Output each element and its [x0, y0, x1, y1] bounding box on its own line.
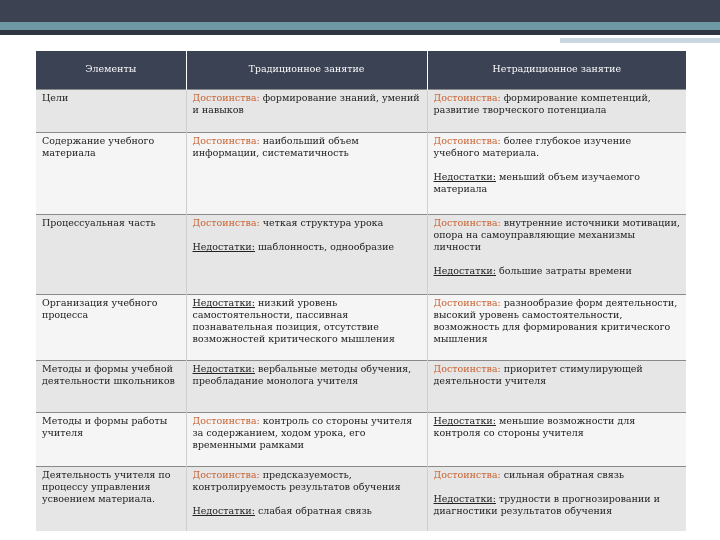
advantages-label: Достоинства:	[192, 416, 260, 427]
disadvantages-text	[193, 506, 421, 518]
advantages-label: Достоинства:	[192, 136, 260, 147]
advantages-text	[193, 416, 421, 452]
advantages-value: контроль со стороны учителя за содержанием, ходом урока, его временными рамками	[192, 416, 413, 451]
advantages-text	[434, 136, 681, 160]
disadvantages-text	[434, 266, 681, 278]
table-row	[36, 361, 686, 413]
advantages-value: предсказуемость, контролируемость результатов обучения	[192, 470, 401, 493]
disadvantages-value: большие затраты времени	[495, 266, 632, 277]
table-row	[36, 215, 686, 295]
element-cell: Содержание учебного материала	[36, 133, 186, 215]
slide-accent-stripe	[0, 22, 720, 30]
advantages-label: Достоинства:	[192, 470, 260, 481]
header-elements: Элементы	[36, 51, 186, 90]
table-row	[36, 133, 686, 215]
advantages-value: приоритет стимулирующей деятельности учителя	[433, 364, 643, 387]
nontraditional-cell	[427, 90, 686, 133]
advantages-label: Достоинства:	[433, 470, 501, 481]
advantages-value: четкая структура урока	[259, 218, 384, 229]
disadvantages-label: Недостатки:	[433, 494, 496, 505]
disadvantages-value: меньшие возможности для контроля со стороны учителя	[433, 416, 636, 439]
disadvantages-label: Недостатки:	[192, 364, 255, 375]
advantages-label: Достоинства:	[433, 364, 501, 375]
element-cell: Процессуальная часть	[36, 215, 186, 295]
disadvantages-value: меньший объем изучаемого материала	[433, 172, 640, 195]
traditional-cell	[186, 133, 427, 215]
traditional-cell	[186, 90, 427, 133]
traditional-cell	[186, 413, 427, 467]
advantages-value: формирование компетенций, развитие творческого потенциала	[433, 93, 651, 116]
header-traditional: Традиционное занятие	[186, 51, 427, 90]
disadvantages-text	[434, 416, 681, 440]
table-row	[36, 467, 686, 531]
disadvantages-text	[434, 172, 681, 196]
disadvantages-text	[193, 364, 421, 388]
nontraditional-cell	[427, 295, 686, 361]
disadvantages-value: шаблонность, однообразие	[254, 242, 395, 253]
advantages-value: более глубокое изучение учебного материала.	[433, 136, 632, 159]
nontraditional-cell	[427, 361, 686, 413]
advantages-text	[434, 364, 681, 388]
element-cell: Методы и формы работы учителя	[36, 413, 186, 467]
traditional-cell	[186, 467, 427, 531]
disadvantages-value: низкий уровень самостоятельности, пассивная познавательная позиция, отсутствие возможностей критического мышления	[192, 298, 395, 345]
element-cell: Организация учебного процесса	[36, 295, 186, 361]
traditional-cell	[186, 361, 427, 413]
nontraditional-cell	[427, 215, 686, 295]
table-header-row	[36, 51, 686, 90]
element-cell: Деятельность учителя по процессу управления усвоением материала.	[36, 467, 186, 531]
element-cell: Методы и формы учебной деятельности школьников	[36, 361, 186, 413]
advantages-text	[193, 136, 421, 160]
disadvantages-text	[434, 494, 681, 518]
advantages-value: формирование знаний, умений и навыков	[192, 93, 420, 116]
slide-light-stripe	[560, 38, 720, 43]
disadvantages-label: Недостатки:	[433, 172, 496, 183]
nontraditional-cell	[427, 413, 686, 467]
disadvantages-label: Недостатки:	[433, 416, 496, 427]
nontraditional-cell	[427, 467, 686, 531]
advantages-label: Достоинства:	[433, 218, 501, 229]
disadvantages-label: Недостатки:	[192, 506, 255, 517]
table-row	[36, 295, 686, 361]
advantages-text	[193, 218, 421, 230]
advantages-label: Достоинства:	[433, 93, 501, 104]
advantages-text	[434, 218, 681, 254]
advantages-text	[434, 470, 681, 482]
table-row	[36, 90, 686, 133]
slide-top-bar	[0, 0, 720, 22]
nontraditional-cell	[427, 133, 686, 215]
traditional-cell	[186, 215, 427, 295]
comparison-table	[36, 51, 686, 531]
advantages-label: Достоинства:	[433, 136, 501, 147]
disadvantages-label: Недостатки:	[192, 298, 255, 309]
element-cell: Цели	[36, 90, 186, 133]
disadvantages-value: слабая обратная связь	[254, 506, 372, 517]
traditional-cell	[186, 295, 427, 361]
advantages-value: наибольший объем информации, систематичность	[192, 136, 359, 159]
disadvantages-label: Недостатки:	[192, 242, 255, 253]
header-nontraditional: Нетрадиционное занятие	[427, 51, 686, 90]
disadvantages-value: трудности в прогнозировании и диагностики результатов обучения	[433, 494, 660, 517]
advantages-label: Достоинства:	[433, 298, 501, 309]
advantages-text	[193, 470, 421, 494]
disadvantages-text	[193, 298, 421, 346]
advantages-text	[193, 93, 421, 117]
slide-dark-stripe	[0, 30, 720, 35]
advantages-value: разнообразие форм деятельности, высокий уровень самостоятельности, возможность для формирования критического мышления	[433, 298, 678, 345]
advantages-text	[434, 298, 681, 346]
advantages-label: Достоинства:	[192, 218, 260, 229]
disadvantages-label: Недостатки:	[433, 266, 496, 277]
advantages-value: сильная обратная связь	[500, 470, 625, 481]
advantages-text	[434, 93, 681, 117]
disadvantages-value: вербальные методы обучения, преобладание монолога учителя	[192, 364, 412, 387]
table-row	[36, 413, 686, 467]
advantages-value: внутренние источники мотивации, опора на самоуправляющие механизмы личности	[433, 218, 680, 253]
advantages-label: Достоинства:	[192, 93, 260, 104]
disadvantages-text	[193, 242, 421, 254]
